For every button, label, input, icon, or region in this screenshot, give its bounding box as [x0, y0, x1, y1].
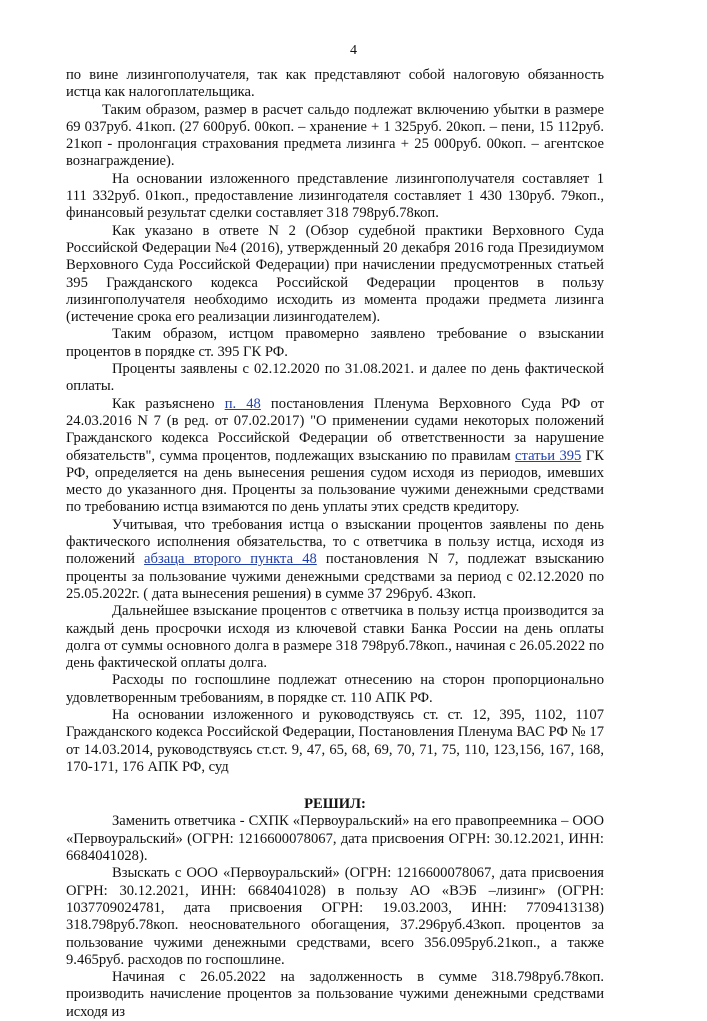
paragraph-text: постановления Пленума Верховного Суда РФ от 24.03.2016 N 7 (в ред. от 07.02.2017) "О применении судами некоторых положений Гражданского кодекса Российской Федерации об ответственности за нарушение обязательств", сумма процентов, подлежащих взысканию по правилам	[66, 395, 604, 464]
paragraph: Таким образом, истцом правомерно заявлено требование о взыскании процентов в порядке ст. 395 ГК РФ.	[66, 326, 604, 360]
paragraph: Таким образом, размер в расчет сальдо подлежат включению убытки в размере 69 037руб. 41коп. (27 600руб. 00коп. – хранение + 1 325руб. 20коп. – пени, 15 112руб. 21коп - пролонгация страхования предмета лизинга + 25 000руб. 00коп. – агентское вознаграждение).	[66, 101, 604, 170]
paragraph: На основании изложенного представление лизингополучателя составляет 1 111 332руб. 01коп., предоставление лизингодателя составляет 1 430 130руб. 79коп., финансовый результат сделки составляет 318 798руб.78коп.	[66, 170, 604, 222]
paragraph: Расходы по госпошлине подлежат отнесению на сторон пропорционально удовлетворенным требованиям, в порядке ст. 110 АПК РФ.	[66, 672, 604, 706]
paragraph-text: Как разъяснено	[112, 395, 225, 412]
paragraph-text: ГК РФ, определяется на день вынесения решения судом исходя из периодов, имевших место до указанного дня. Проценты за пользование чужими денежными средствами по требованию истца взимаются по день уплаты этих средств кредитору.	[66, 447, 604, 516]
decision-paragraph: Заменить ответчика - СХПК «Первоуральский» на его правопреемника – ООО «Первоуральский» (ОГРН: 1216600078067, дата присвоения ОГРН: 30.12.2021, ИНН: 6684041028).	[66, 813, 604, 865]
decision-heading: РЕШИЛ:	[304, 796, 366, 813]
paragraph-text: постановления N 7, подлежат взысканию проценты за пользование чужими денежными средствами за период с 02.12.2020 по 25.05.2022г. ( дата вынесения решения) в сумме 37 296руб. 43коп.	[66, 551, 604, 602]
link-clause-48[interactable]: п. 48	[224, 395, 261, 412]
decision-paragraph: Начиная с 26.05.2022 на задолженность в сумме 318.798руб.78коп. производить начисление процентов за пользование чужими денежными средствами исходя из	[66, 969, 604, 1020]
paragraph: Как указано в ответе N 2 (Обзор судебной практики Верховного Суда Российской Федерации №4 (2016), утвержденный 20 декабря 2016 года Президиумом Верховного Суда Российской Федерации) при начислении предусмотренных статьей 395 Гражданского кодекса Российской Федерации процентов в пользу лизингополучателя необходимо исходить из момента продажи предмета лизинга (истечение срока его реализации лизингодателем).	[66, 222, 604, 326]
link-article-395[interactable]: статьи 395	[515, 447, 582, 464]
document-body	[66, 67, 604, 1021]
link-second-paragraph-48[interactable]: абзаца второго пункта 48	[144, 551, 317, 568]
paragraph: На основании изложенного и руководствуясь ст. ст. 12, 395, 1102, 1107 Гражданского кодекса Российской Федерации, Постановления Пленума ВАС РФ № 17 от 14.03.2014, руководствуясь ст.ст. 9, 47, 65, 68, 69, 70, 71, 75, 110, 123,156, 167, 168, 170-171, 176 АПК РФ, суд	[66, 706, 604, 775]
paragraph: Дальнейшее взыскание процентов с ответчика в пользу истца производится за каждый день просрочки исходя из ключевой ставки Банка России на день оплаты долга от суммы основного долга в размере 318 798руб.78коп., начиная с 26.05.2022 по день фактической оплаты долга.	[66, 603, 604, 672]
page-number: 4	[350, 43, 357, 58]
decision-paragraph: Взыскать с ООО «Первоуральский» (ОГРН: 1216600078067, дата присвоения ОГРН: 30.12.2021, ИНН: 6684041028) в пользу АО «ВЭБ –лизинг» (ОГРН: 1037709024781, дата присвоения ОГРН: 19.03.2003, ИНН: 7709413138) 318.798руб.78коп. неосновательного обогащения, 37.296руб.43коп. процентов за пользование чужими денежными средствами, всего 356.095руб.21коп., а также 9.465руб. расходов по госпошлине.	[66, 865, 604, 968]
paragraph-text: Учитывая, что требования истца о взыскании процентов заявлены по день фактического исполнения обязательства, то с ответчика в пользу истца, исходя из положений	[66, 516, 604, 568]
paragraph	[66, 517, 604, 603]
paragraph: по вине лизингополучателя, так как представляют собой налоговую обязанность истца как налогоплательщика.	[66, 67, 604, 101]
paragraph	[66, 396, 604, 517]
paragraph: Проценты заявлены с 02.12.2020 по 31.08.2021. и далее по день фактической оплаты.	[66, 361, 604, 395]
